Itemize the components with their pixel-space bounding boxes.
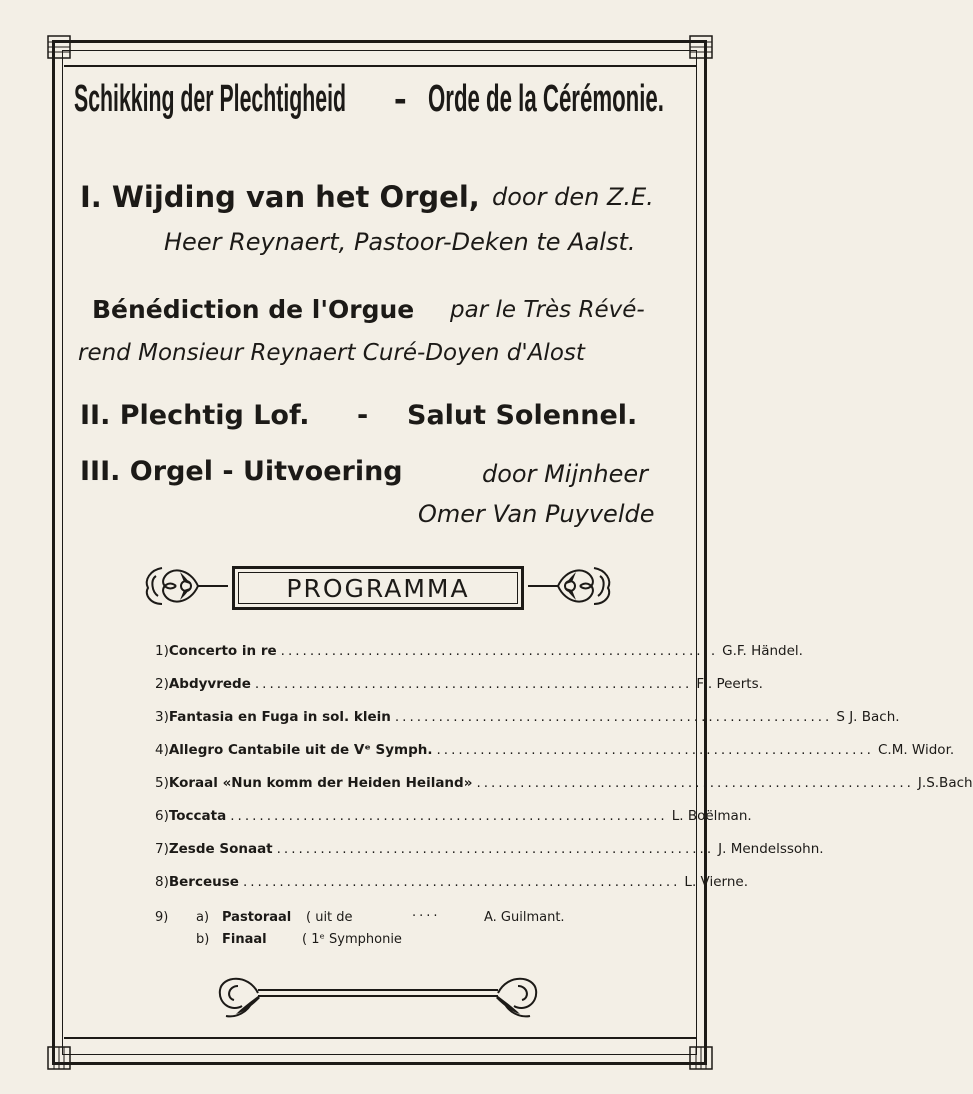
item-title: Concerto in re (168, 643, 277, 659)
bottom-rule (64, 1037, 696, 1039)
item-title: Abdyvrede (168, 676, 251, 692)
item9-dots: .... (412, 905, 441, 920)
item-composer: L. Vierne. (684, 874, 748, 890)
item-dots: ............................................................ (242, 874, 681, 890)
programma-item (155, 643, 803, 659)
programma-item (155, 808, 752, 824)
item-number: 5) (155, 775, 169, 791)
item-composer: C.M. Widor. (877, 742, 955, 758)
item-composer: J. Mendelssohn. (718, 841, 824, 857)
section1-fr-title: Bénédiction de l'Orgue (92, 295, 415, 324)
corner-ornament-top-left (46, 34, 72, 60)
corner-ornament-bottom-right (688, 1045, 714, 1071)
item-title: Toccata (168, 808, 227, 824)
programma-item (155, 742, 955, 758)
item-composer: S J. Bach. (836, 709, 900, 725)
section3-text-line2: Omer Van Puyvelde (418, 500, 655, 528)
section2-dash: - (357, 400, 369, 431)
programma-title-box (232, 566, 524, 610)
section1-text-line2: Heer Reynaert, Pastoor-Deken te Aalst. (164, 228, 636, 256)
programma-item (155, 775, 973, 791)
left-flourish-ornament (140, 558, 230, 614)
item-title: Koraal «Nun komm der Heiden Heiland» (168, 775, 473, 791)
bottom-flourish-ornament (208, 968, 548, 1022)
item-dots: ............................................................ (230, 808, 668, 824)
programma-item (155, 874, 748, 890)
item9-a-title: Pastoraal (222, 910, 292, 925)
item-composer: L. Boëlman. (671, 808, 752, 824)
item-dots: ............................................................ (476, 775, 914, 791)
header (74, 78, 678, 124)
item-title: Zesde Sonaat (168, 841, 273, 857)
item-number: 6) (155, 808, 169, 824)
corner-ornament-top-right (688, 34, 714, 60)
item-title: Allegro Cantabile uit de Vᵉ Symph. (168, 742, 433, 758)
item9-composer: A. Guilmant. (484, 910, 565, 925)
item9-b-title: Finaal (222, 932, 267, 947)
item-dots: ............................................................ (276, 841, 715, 857)
header-right: Orde de la Cérémonie. (428, 78, 664, 120)
item-title: Berceuse (168, 874, 239, 890)
item-composer: G.F. Händel. (722, 643, 803, 659)
header-dash: - (394, 78, 407, 120)
right-flourish-ornament (526, 558, 616, 614)
item-dots: ............................................................ (394, 709, 833, 725)
top-rule (64, 65, 696, 67)
section1-fr-text-line2: rend Monsieur Reynaert Curé-Doyen d'Alost (78, 340, 585, 366)
item-composer: J.S.Bach (917, 775, 973, 791)
header-left: Schikking der Plechtigheid (74, 78, 346, 120)
item-dots: ............................................................ (254, 676, 693, 692)
item-composer: Fl. Peerts. (696, 676, 763, 692)
item-number: 3) (155, 709, 169, 725)
item-dots: ............................................................ (280, 643, 719, 659)
item-number: 2) (155, 676, 169, 692)
item9-num: 9) (155, 910, 169, 925)
section2-title-nl: II. Plechtig Lof. (80, 400, 310, 431)
item9-b-label: b) (196, 932, 210, 947)
programma-item (155, 841, 824, 857)
item9-b-note: ( 1ᵉ Symphonie (302, 932, 402, 947)
item9-a-note: ( uit de (306, 910, 353, 925)
item-number: 7) (155, 841, 169, 857)
programma-item (155, 676, 763, 692)
programma-title: PROGRAMMA (286, 573, 470, 603)
section3-text-line1: door Mijnheer (482, 460, 648, 488)
item-dots: ............................................................ (436, 742, 874, 758)
item-number: 4) (155, 742, 169, 758)
section1-text-line1: door den Z.E. (492, 183, 654, 211)
section2-title-fr: Salut Solennel. (407, 400, 638, 431)
item9-a-label: a) (196, 910, 210, 925)
section1-fr-text-line1: par le Très Révé- (450, 297, 645, 323)
section1-title: I. Wijding van het Orgel, (80, 180, 480, 214)
item-number: 8) (155, 874, 169, 890)
corner-ornament-bottom-left (46, 1045, 72, 1071)
item-number: 1) (155, 643, 169, 659)
programma-item (155, 709, 900, 725)
section3-title: III. Orgel - Uitvoering (80, 456, 403, 487)
item-title: Fantasia en Fuga in sol. klein (168, 709, 391, 725)
